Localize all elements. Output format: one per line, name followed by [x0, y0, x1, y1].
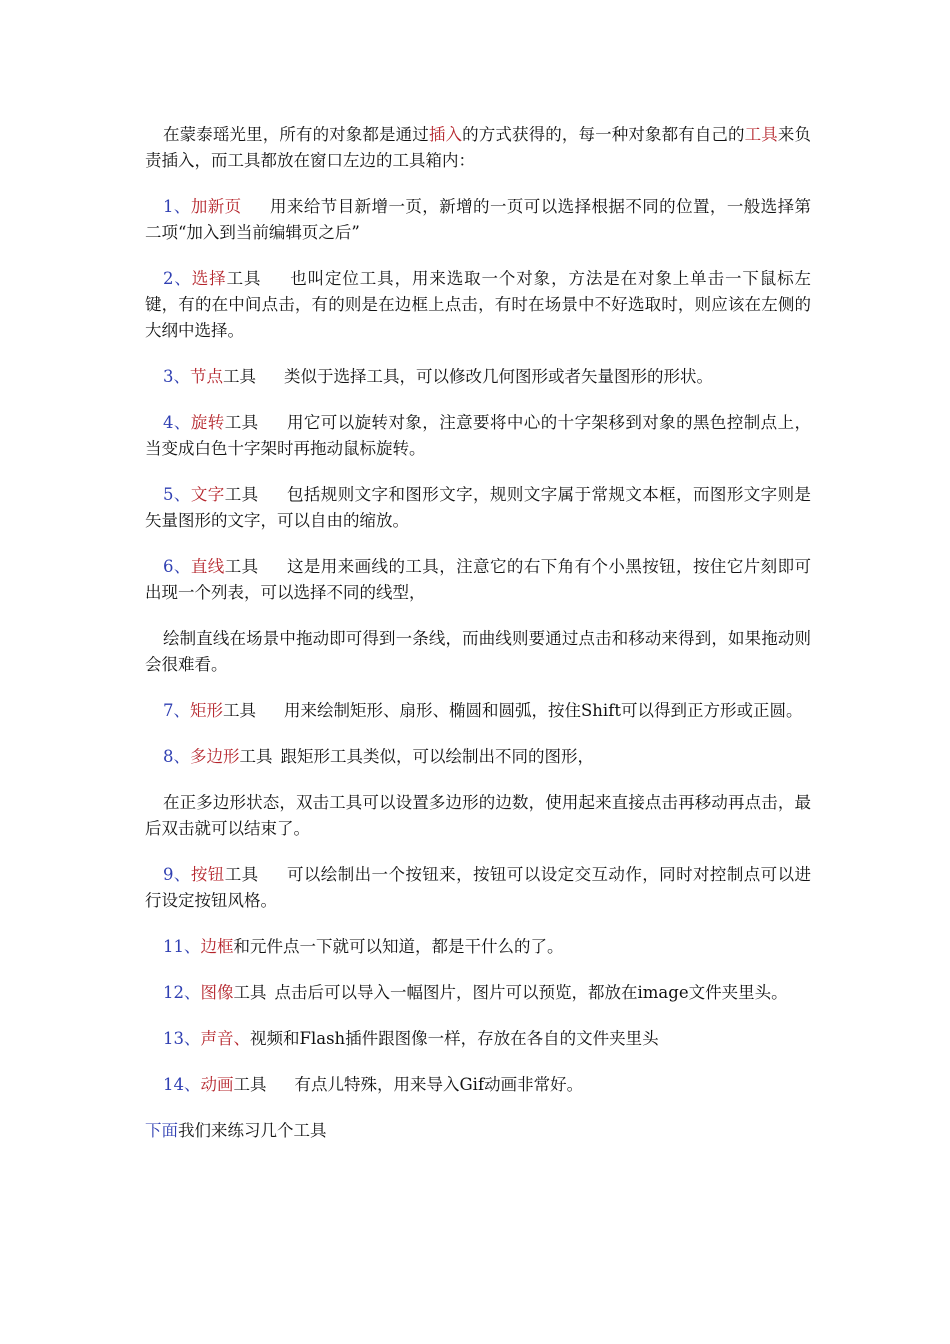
tool-item-button	[145, 862, 811, 914]
item-name: 按钮	[190, 865, 225, 884]
tool-item-border	[145, 934, 811, 960]
item-number: 3、	[163, 367, 190, 386]
tool-item-sound	[145, 1026, 811, 1052]
item-suffix: 工具	[233, 983, 267, 1002]
document-body	[145, 122, 811, 1144]
item-suffix: 工具	[233, 1075, 267, 1094]
item-description: 用来给节目新增一页，新增的一页可以选择根据不同的位置，一般选择第二项“加入到当前编辑页之后”	[145, 197, 812, 242]
item-description: 用它可以旋转对象，注意要将中心的十字架移到对象的黑色控制点上，当变成白色十字架时再拖动鼠标旋转。	[145, 413, 812, 458]
item-description: 类似于选择工具，可以修改几何图形或者矢量图形的形状。	[284, 367, 713, 386]
item-name: 直线	[190, 557, 225, 576]
intro-text: 的方式获得的，每一种对象都有自己的	[462, 125, 745, 144]
item-name: 节点	[190, 367, 223, 386]
item-suffix: 工具	[224, 865, 259, 884]
tool-item-image	[145, 980, 811, 1006]
item-description: 用来绘制矩形、扇形、椭圆和圆弧，按住Shift可以得到正方形或正圆。	[284, 701, 803, 720]
item-suffix: 工具	[224, 413, 259, 432]
tool-item-node	[145, 364, 811, 390]
item-description: 包括规则文字和图形文字，规则文字属于常规文本框，而图形文字则是矢量图形的文字，可以自由的缩放。	[145, 485, 812, 530]
footer-text: 我们来练习几个工具	[178, 1121, 327, 1140]
item-number: 4、	[163, 413, 191, 432]
item-name: 矩形	[190, 701, 223, 720]
item-name: 多边形	[190, 747, 240, 766]
item-name: 图像	[200, 983, 234, 1002]
item-name: 边框	[200, 937, 234, 956]
footer-paragraph	[145, 1118, 811, 1144]
item-description: 有点儿特殊，用来导入Gif动画非常好。	[294, 1075, 584, 1094]
tool-item-line	[145, 554, 811, 606]
item-number: 13、	[163, 1029, 201, 1048]
item-number: 11、	[163, 937, 201, 956]
tool-item-add-page	[145, 194, 811, 246]
polygon-note-paragraph: 在正多边形状态，双击工具可以设置多边形的边数，使用起来直接点击再移动再点击，最后双击就可以结束了。	[145, 793, 811, 838]
item-suffix: 工具	[226, 269, 262, 288]
item-description: 这是用来画线的工具，注意它的右下角有个小黑按钮，按住它片刻即可出现一个列表，可以选择不同的线型，	[145, 557, 812, 602]
item-name: 选择	[191, 269, 227, 288]
tool-item-rect	[145, 698, 811, 724]
item-description: 点击后可以导入一幅图片，图片可以预览，都放在image文件夹里头。	[274, 983, 788, 1002]
item-description: 可以绘制出一个按钮来，按钮可以设定交互动作，同时对控制点可以进行设定按钮风格。	[145, 865, 812, 910]
tool-item-polygon	[145, 744, 811, 770]
item-suffix: 工具	[239, 747, 273, 766]
tool-item-text	[145, 482, 811, 534]
item-suffix: 工具	[223, 701, 256, 720]
item-name: 文字	[190, 485, 225, 504]
item-description: 视频和Flash插件跟图像一样，存放在各自的文件夹里头	[250, 1029, 659, 1048]
item-suffix: 工具	[223, 367, 256, 386]
tool-item-rotate	[145, 410, 811, 462]
item-suffix: 工具	[224, 557, 259, 576]
item-number: 7、	[163, 701, 190, 720]
item-name: 声音、	[200, 1029, 250, 1048]
item-description: 和元件点一下就可以知道，都是干什么的了。	[233, 937, 564, 956]
line-note-paragraph: 绘制直线在场景中拖动即可得到一条线，而曲线则要通过点击和移动来得到，如果拖动则会很难看。	[145, 629, 811, 674]
item-name: 动画	[200, 1075, 234, 1094]
item-number: 2、	[163, 269, 192, 288]
footer-link[interactable]: 下面	[145, 1121, 178, 1140]
item-description: 跟矩形工具类似，可以绘制出不同的图形，	[280, 747, 594, 766]
tool-item-select	[145, 266, 811, 344]
keyword-insert: 插入	[428, 125, 463, 144]
item-description: 也叫定位工具，用来选取一个对象，方法是在对象上单击一下鼠标左键，有的在中间点击，有的则是在边框上点击，有时在场景中不好选取时，则应该在左侧的大纲中选择。	[145, 269, 812, 340]
item-name: 加新页	[190, 197, 242, 216]
keyword-tool: 工具	[744, 125, 778, 144]
item-number: 8、	[163, 747, 190, 766]
item-number: 14、	[163, 1075, 201, 1094]
intro-text: 来负责插入，而工具都放在窗口左边的工具箱内：	[145, 125, 812, 170]
intro-paragraph	[145, 122, 811, 174]
item-number: 5、	[163, 485, 191, 504]
intro-text: 在蒙泰瑶光里，所有的对象都是通过	[163, 125, 429, 144]
item-name: 旋转	[190, 413, 225, 432]
tool-item-animation	[145, 1072, 811, 1098]
item-number: 1、	[163, 197, 191, 216]
item-number: 9、	[163, 865, 191, 884]
item-number: 6、	[163, 557, 191, 576]
item-number: 12、	[163, 983, 201, 1002]
item-suffix: 工具	[224, 485, 259, 504]
